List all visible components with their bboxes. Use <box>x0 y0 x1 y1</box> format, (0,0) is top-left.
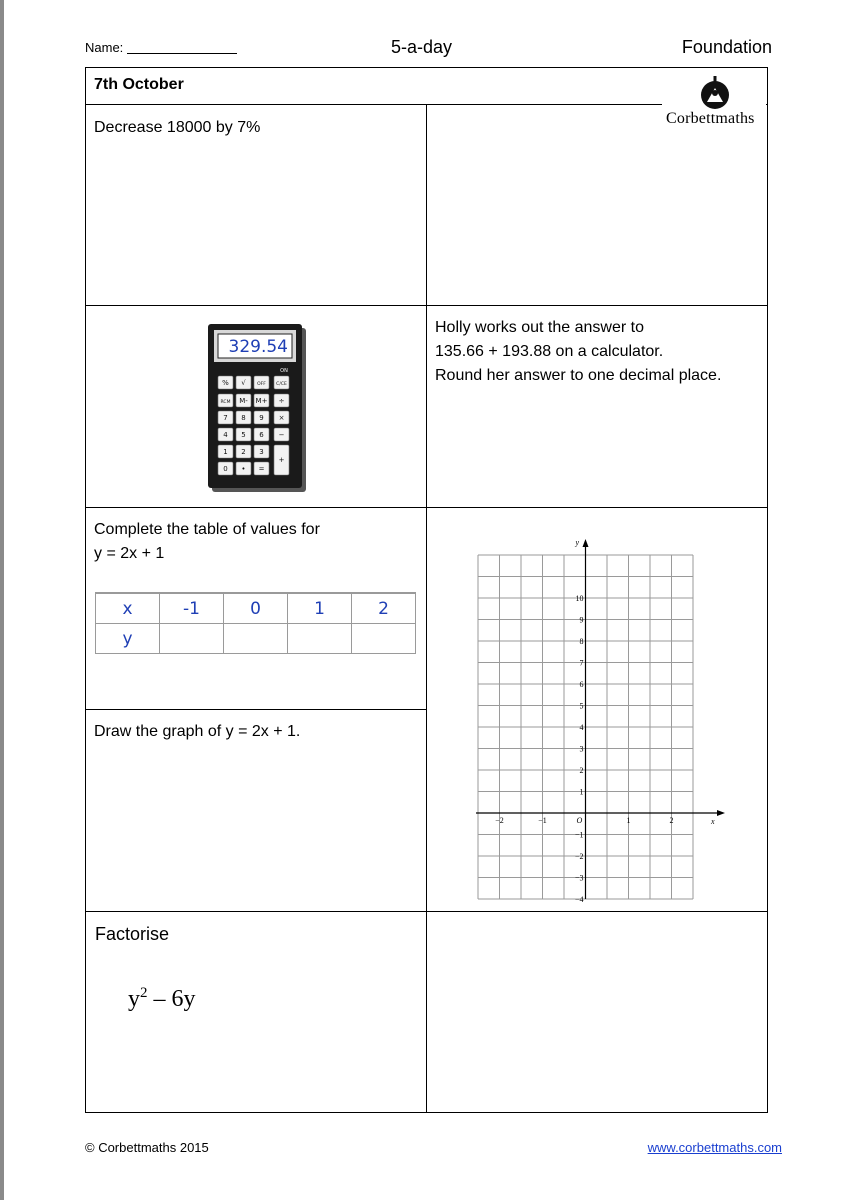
y-tick-label: 3 <box>579 744 584 754</box>
question-4-text: Draw the graph of y = 2x + 1. <box>94 723 301 740</box>
y-axis-arrow-icon <box>583 539 589 547</box>
y-tick-label: −1 <box>574 830 584 840</box>
question-2-line: Holly works out the answer to <box>435 319 644 336</box>
calculator-key-label: M+ <box>255 397 268 405</box>
question-1-text: Decrease 18000 by 7% <box>94 119 261 136</box>
x-tick-label: −2 <box>495 816 504 825</box>
calculator-key-label: M- <box>239 397 248 405</box>
footer-website-link[interactable]: www.corbettmaths.com <box>647 1140 782 1155</box>
worksheet-date: 7th October <box>94 76 184 93</box>
row-divider <box>85 911 768 912</box>
question-3-text <box>94 518 320 566</box>
y-tick-label: −2 <box>574 852 584 861</box>
calculator-key-label: 2 <box>241 448 246 456</box>
calculator-key-label: 1 <box>223 448 228 456</box>
table-header-y: y <box>96 624 160 654</box>
question-5-expression: $y^2 - 6y$ <box>128 985 196 1012</box>
y-tick-label: 1 <box>579 787 584 797</box>
question-2-line: Round her answer to one decimal place. <box>435 367 722 384</box>
question-3-line: y = 2x + 1 <box>94 545 165 562</box>
calculator-key-label: RCM <box>220 400 231 405</box>
question-2-line: 135.66 + 193.88 on a calculator. <box>435 343 664 360</box>
y-axis-label: y <box>575 538 580 547</box>
row-divider-left <box>85 709 427 710</box>
name-blank-line[interactable] <box>127 53 237 54</box>
x-tick-label: 1 <box>626 816 631 825</box>
x-tick-label: 2 <box>669 816 674 825</box>
question-2-text <box>435 316 721 388</box>
calculator-key-label: 3 <box>259 448 264 456</box>
calculator-display: 329.54 <box>228 337 288 357</box>
calculator-key-label: 5 <box>241 431 246 439</box>
x-axis-arrow-icon <box>717 810 725 816</box>
calculator-key-label: ÷ <box>278 397 285 405</box>
calculator-key-label: % <box>222 379 229 387</box>
calculator-on-label: ON <box>280 368 288 374</box>
table-of-values <box>95 592 416 654</box>
y-answer-cell[interactable] <box>288 624 352 654</box>
page-edge <box>0 0 4 1200</box>
calculator-key-label: 0 <box>223 465 228 473</box>
y-tick-label: −4 <box>574 895 584 904</box>
x-tick-label: −1 <box>538 816 547 825</box>
calculator-key-label: = <box>258 465 265 473</box>
y-tick-label: 6 <box>579 680 584 689</box>
y-tick-label: 7 <box>579 658 584 668</box>
x-value-cell: -1 <box>160 593 224 624</box>
row-divider <box>85 305 768 306</box>
calculator-key-label: 9 <box>259 414 264 422</box>
y-tick-label: 2 <box>579 766 584 775</box>
x-axis-label: x <box>711 817 715 826</box>
calculator-key-label: √ <box>241 379 246 387</box>
calculator-key-label: + <box>278 456 285 464</box>
logo-text: Corbettmaths <box>666 110 755 127</box>
y-tick-label: 5 <box>579 701 584 711</box>
logo-mark-icon <box>698 76 732 110</box>
calculator-key-label: 8 <box>241 414 246 422</box>
corbettmaths-logo <box>662 74 766 132</box>
y-tick-label: 9 <box>579 615 584 625</box>
footer-copyright: © Corbettmaths 2015 <box>85 1140 209 1155</box>
calculator-key-label: OFF <box>257 382 266 387</box>
table-row-x <box>96 593 416 624</box>
x-value-cell: 2 <box>352 593 416 624</box>
x-value-cell: 1 <box>288 593 352 624</box>
y-answer-cell[interactable] <box>160 624 224 654</box>
calculator-key-label: − <box>278 431 285 439</box>
column-divider <box>426 105 427 1113</box>
y-tick-label: 10 <box>575 594 584 603</box>
coordinate-grid[interactable] <box>470 535 730 904</box>
calculator-key-label: C/CE <box>276 382 287 387</box>
x-value-cell: 0 <box>224 593 288 624</box>
question-5-title: Factorise <box>95 924 170 944</box>
calculator-key-label: 7 <box>223 414 228 422</box>
table-header-x: x <box>96 593 160 624</box>
calculator-image <box>208 324 306 497</box>
y-answer-cell[interactable] <box>352 624 416 654</box>
name-field-label: Name: <box>85 40 237 55</box>
row-divider <box>85 507 768 508</box>
worksheet-level: Foundation <box>681 37 772 57</box>
y-tick-label: 8 <box>579 637 584 646</box>
calculator-key-label: 6 <box>259 431 264 439</box>
calculator-key-label: × <box>278 414 285 422</box>
table-row-y <box>96 624 416 654</box>
y-tick-label: 4 <box>579 723 584 732</box>
question-3-line: Complete the table of values for <box>94 521 320 538</box>
origin-label: O <box>576 816 583 825</box>
y-tick-label: −3 <box>574 873 584 883</box>
worksheet-title: 5-a-day <box>391 37 453 57</box>
calculator-key-label: • <box>241 465 246 473</box>
y-answer-cell[interactable] <box>224 624 288 654</box>
calculator-key-label: 4 <box>223 431 228 439</box>
